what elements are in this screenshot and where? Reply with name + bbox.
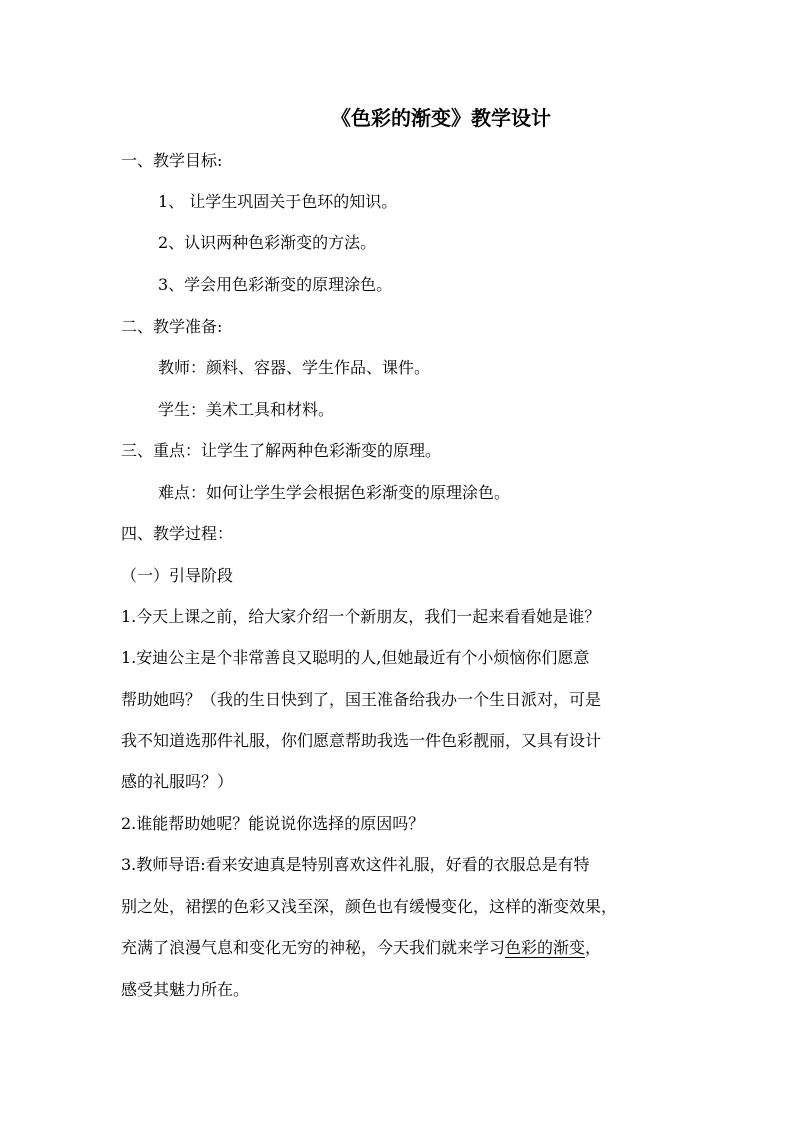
preparation-teacher: 教师：颜料、容器、学生作品、课件。 [158, 358, 431, 377]
paragraph-teacher-line-3 [121, 937, 601, 959]
difficulty-point: 难点：如何让学生学会根据色彩渐变的原理涂色。 [158, 483, 511, 502]
objective-item-1: 1、 让学生巩固关于色环的知识。 [158, 192, 398, 211]
paragraph-teacher-line-1: 3.教师导语:看来安迪真是特别喜欢这件礼服，好看的衣服总是有特 [121, 855, 590, 874]
paragraph-teacher-line-4: 感受其魅力所在。 [121, 980, 250, 999]
objective-item-3: 3、学会用色彩渐变的原理涂色。 [158, 275, 393, 294]
paragraph-intro: 1.今天上课之前，给大家介绍一个新朋友，我们一起来看看她是谁？ [121, 607, 601, 626]
paragraph-princess-line-4: 感的礼服吗？） [121, 772, 234, 791]
section-heading-preparation: 二、教学准备: [121, 317, 223, 336]
paragraph-princess-line-3: 我不知道选那件礼服，你们愿意帮助我选一件色彩靓丽，又具有设计 [121, 731, 602, 750]
section-heading-process: 四、教学过程： [121, 524, 234, 543]
paragraph-princess-line-2: 帮助她吗？（我的生日快到了，国王准备给我办一个生日派对，可是 [121, 690, 602, 709]
lesson-topic-underlined: 色彩的渐变 [505, 938, 586, 957]
document-title: 《色彩的渐变》教学设计 [331, 106, 551, 130]
paragraph-teacher-line-3-text: 充满了浪漫气息和变化无穷的神秘，今天我们就来学习 [121, 938, 506, 957]
objective-item-2: 2、认识两种色彩渐变的方法。 [158, 233, 377, 252]
paragraph-teacher-line-2: 别之处，裙摆的色彩又浅至深，颜色也有缓慢变化，这样的渐变效果， [121, 897, 618, 916]
stage-heading-intro: （一）引导阶段 [121, 566, 234, 585]
paragraph-teacher-line-3-punct: ， [585, 938, 602, 957]
paragraph-question: 2.谁能帮助她呢？能说说你选择的原因吗？ [121, 814, 425, 833]
key-point: 三、重点：让学生了解两种色彩渐变的原理。 [121, 441, 442, 460]
paragraph-princess-line-1: 1.安迪公主是个非常善良又聪明的人,但她最近有个小烦恼你们愿意 [121, 648, 590, 667]
preparation-student: 学生：美术工具和材料。 [158, 400, 335, 419]
section-heading-objectives: 一、教学目标: [121, 151, 223, 170]
